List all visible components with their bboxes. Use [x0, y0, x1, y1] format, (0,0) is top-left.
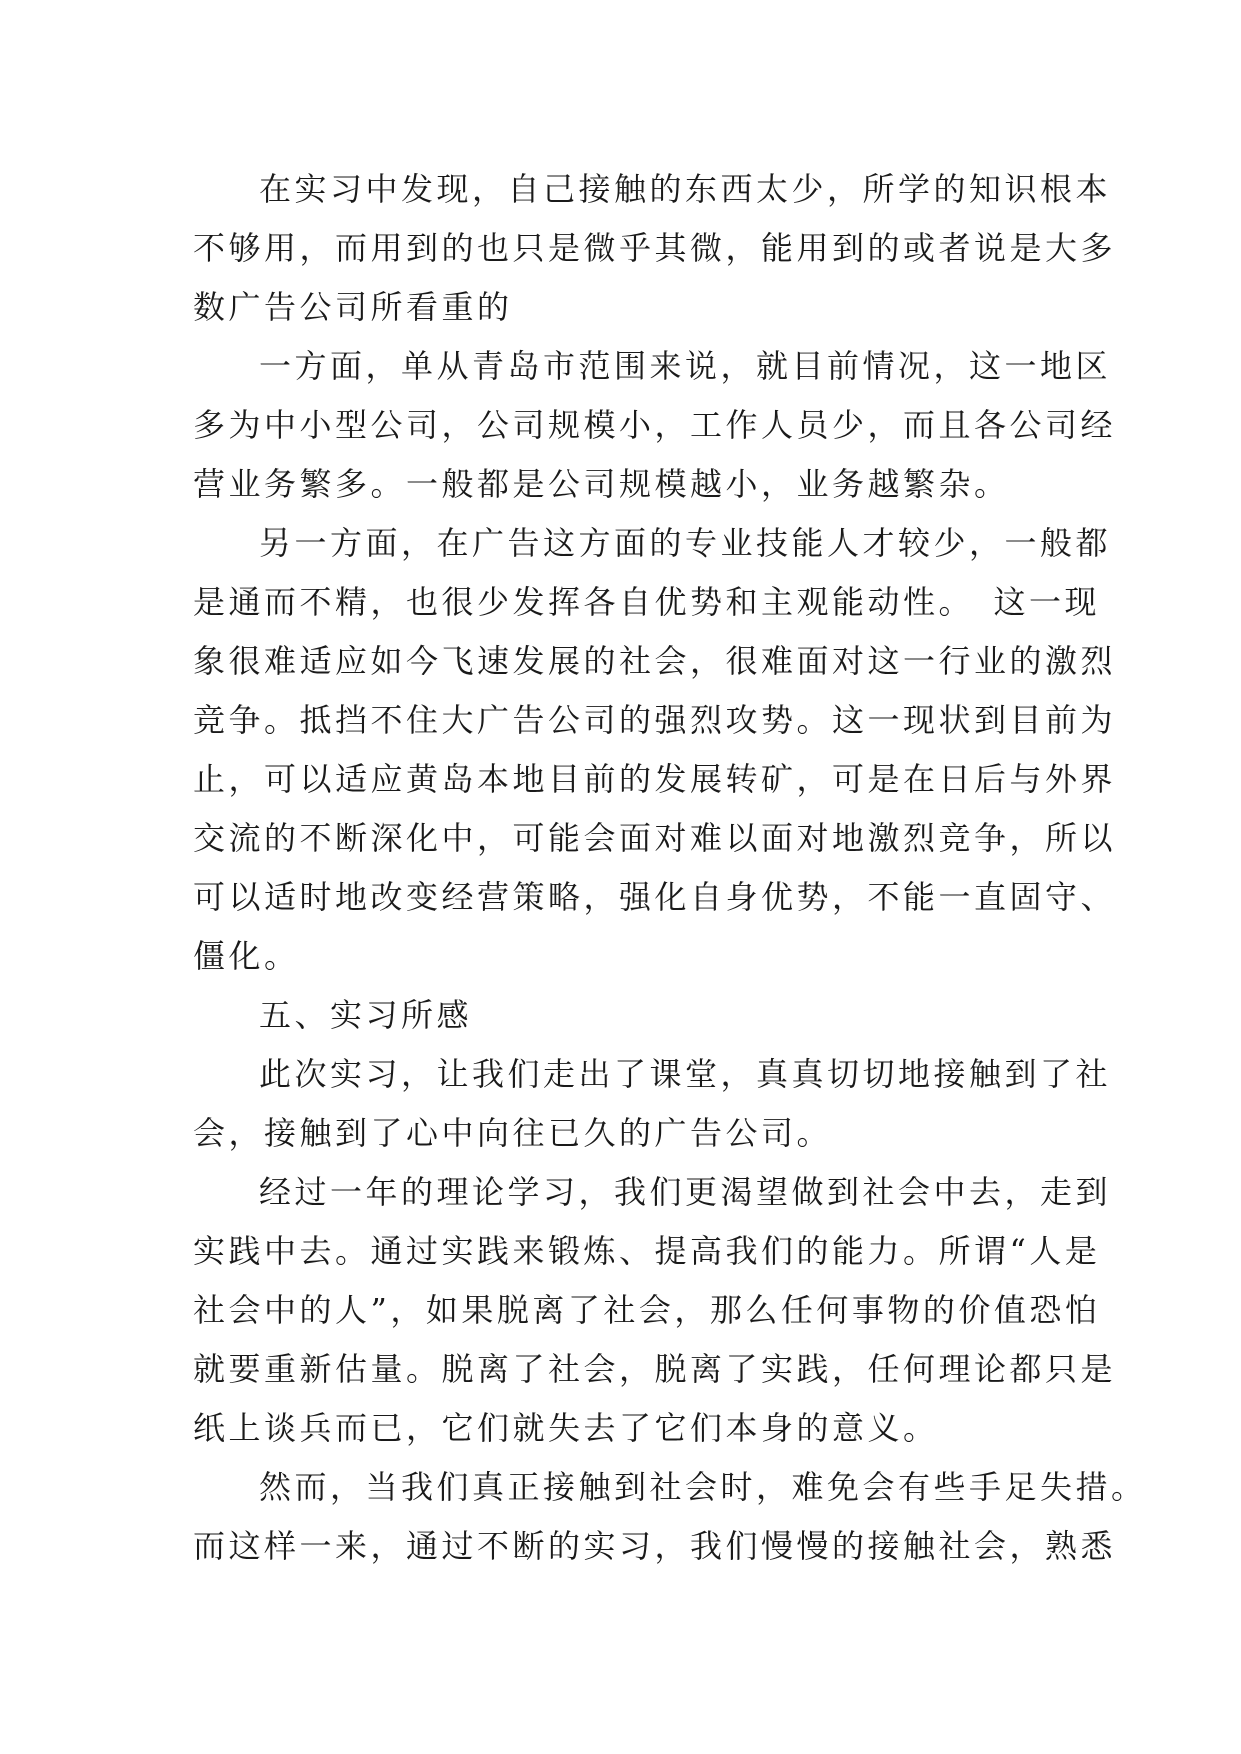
text-line: 止，可以适应黄岛本地目前的发展转矿，可是在日后与外界 [193, 760, 1117, 798]
text-line: 另一方面，在广告这方面的专业技能人才较少，一般都 [259, 524, 1112, 562]
text-line: 象很难适应如今飞速发展的社会，很难面对这一行业的激烈 [193, 642, 1117, 680]
text-line: 是通而不精，也很少发挥各自优势和主观能动性。 这一现 [193, 583, 1101, 621]
text-line: 交流的不断深化中，可能会面对难以面对地激烈竞争，所以 [193, 819, 1117, 857]
text-line: 不够用，而用到的也只是微乎其微，能用到的或者说是大多 [193, 229, 1117, 267]
text-line: 纸上谈兵而已，它们就失去了它们本身的意义。 [193, 1409, 939, 1447]
text-line: 会，接触到了心中向往已久的广告公司。 [193, 1114, 833, 1152]
text-line: 在实习中发现，自己接触的东西太少，所学的知识根本 [259, 170, 1112, 208]
text-line: 而这样一来，通过不断的实习，我们慢慢的接触社会，熟悉 [193, 1527, 1117, 1565]
text-line: 一方面，单从青岛市范围来说，就目前情况，这一地区 [259, 347, 1112, 385]
text-line: 营业务繁多。一般都是公司规模越小，业务越繁杂。 [193, 465, 1010, 503]
text-line: 数广告公司所看重的 [193, 288, 513, 326]
text-line: 僵化。 [193, 937, 300, 975]
text-line: 竞争。抵挡不住大广告公司的强烈攻势。这一现状到目前为 [193, 701, 1117, 739]
text-line: 社会中的人”，如果脱离了社会，那么任何事物的价值恐怕 [193, 1291, 1101, 1329]
body-text [193, 160, 1147, 1576]
text-line: 然而，当我们真正接触到社会时，难免会有些手足失措。 [259, 1468, 1147, 1506]
text-line: 此次实习，让我们走出了课堂，真真切切地接触到了社 [259, 1055, 1112, 1093]
text-line: 多为中小型公司，公司规模小，工作人员少，而且各公司经 [193, 406, 1117, 444]
text-line: 经过一年的理论学习，我们更渴望做到社会中去，走到 [259, 1173, 1112, 1211]
text-line: 实践中去。通过实践来锻炼、提高我们的能力。所谓“人是 [193, 1232, 1101, 1270]
text-line: 五、实习所感 [259, 996, 473, 1034]
text-line: 就要重新估量。脱离了社会，脱离了实践，任何理论都只是 [193, 1350, 1117, 1388]
text-line: 可以适时地改变经营策略，强化自身优势，不能一直固守、 [193, 878, 1117, 916]
